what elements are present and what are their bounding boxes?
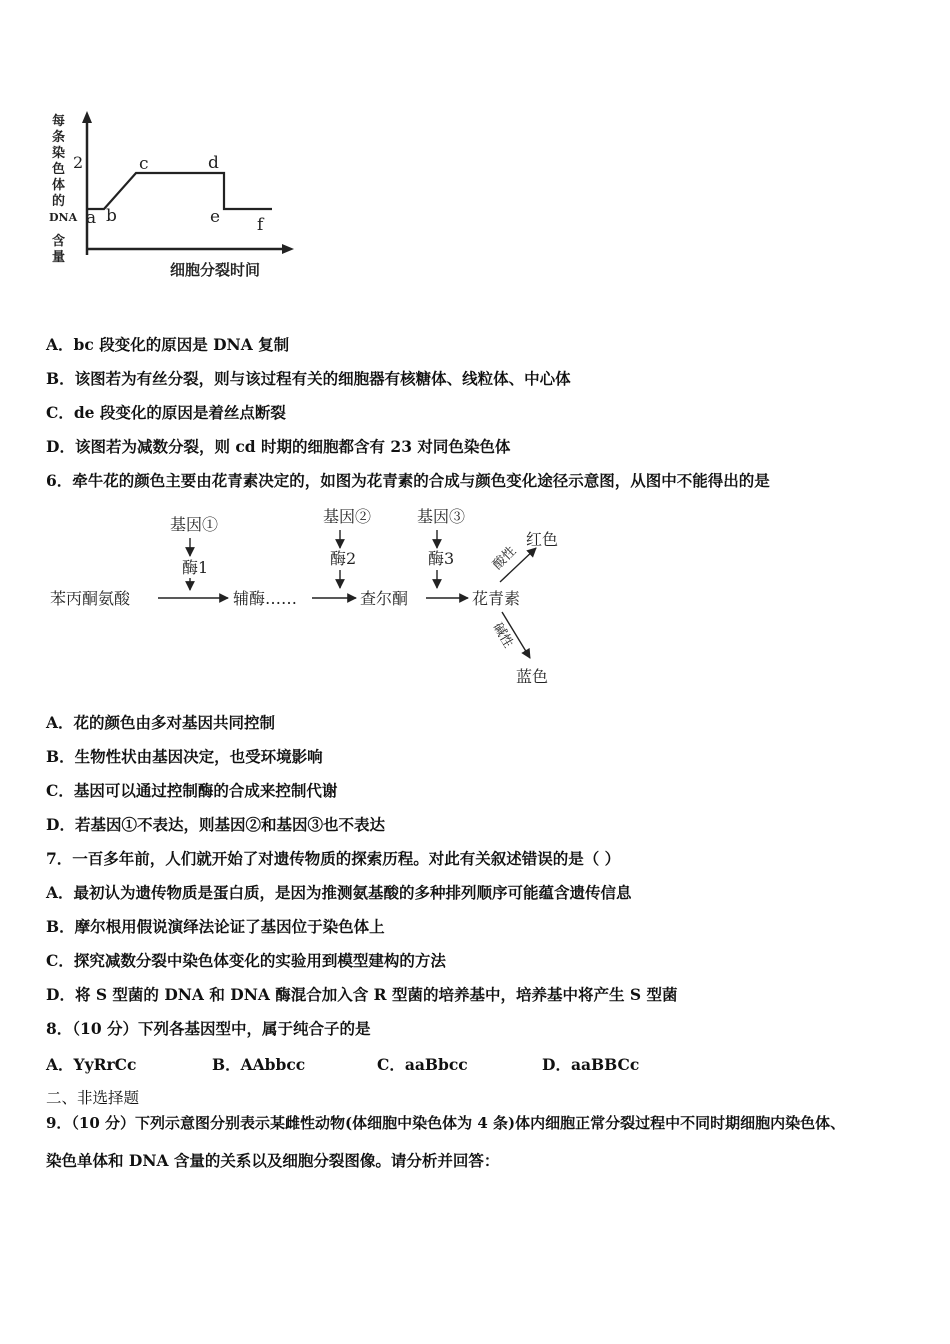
point-label-f: f [257,215,264,235]
substrate-label: 苯丙酮氨酸 [50,589,131,608]
q6-stem: 6．牵牛花的颜色主要由花青素决定的，如图为花青素的合成与颜色变化途径示意图，从图中不能得出的是 [46,471,770,490]
q8-option-c: C．aaBbcc [377,1055,468,1074]
dna-curve [87,173,272,209]
acid-label: 酸性 [490,543,520,573]
q6-option-c: C．基因可以通过控制酶的合成来控制代谢 [46,781,338,800]
q6-option-b: B．生物性状由基因决定，也受环境影响 [46,747,323,766]
gene3-label: 基因③ [417,507,466,526]
point-label-a: a [86,208,97,228]
q7-option-d: D．将 S 型菌的 DNA 和 DNA 酶混合加入含 R 型菌的培养基中，培养基中将产生 S 型菌 [46,985,678,1004]
gene1-label: 基因① [170,515,219,534]
q8-stem: 8．（10 分）下列各基因型中，属于纯合子的是 [46,1019,371,1038]
y-label-char: 色 [52,162,66,177]
product-label: 花青素 [472,589,521,608]
x-axis-arrow [282,244,294,254]
point-label-c: c [139,154,149,174]
enzyme3-label: 酶3 [428,549,455,568]
y-label-char: 染 [52,146,66,161]
q7-option-b: B．摩尔根用假说演绎法论证了基因位于染色体上 [46,917,385,936]
y-label-char: 量 [52,250,66,265]
q6-option-a: A．花的颜色由多对基因共同控制 [46,713,276,732]
red-label: 红色 [526,530,559,549]
section-heading: 二、非选择题 [46,1089,140,1107]
q7-option-a: A．最初认为遗传物质是蛋白质，是因为推测氨基酸的多种排列顺序可能蕴含遗传信息 [46,883,632,902]
x-axis-label: 细胞分裂时间 [170,261,261,279]
y-label-char: DNA [49,211,78,224]
base-label: 碱性 [489,620,516,651]
y-axis-arrow [82,111,92,123]
q5-option-c: C．de 段变化的原因是着丝点断裂 [46,403,286,422]
point-label-e: e [210,207,221,227]
anthocyanin-pathway-diagram [40,500,600,695]
q5-option-d: D．该图若为减数分裂，则 cd 时期的细胞都含有 23 对同色染色体 [46,437,511,456]
q7-option-c: C．探究减数分裂中染色体变化的实验用到模型建构的方法 [46,951,446,970]
q9-line1: 9．（10 分）下列示意图分别表示某雌性动物(体细胞中染色体为 4 条)体内细胞正常分裂过程中不同时期细胞内染色体、 [46,1114,846,1132]
y-label-char: 条 [52,130,66,145]
q9-line2: 染色单体和 DNA 含量的关系以及细胞分裂图像。请分析并回答： [46,1151,500,1170]
q6-option-d: D．若基因①不表达，则基因②和基因③也不表达 [46,815,385,834]
gene2-label: 基因② [323,507,372,526]
intermediate1-label: 辅酶…… [233,589,298,608]
q5-option-b: B．该图若为有丝分裂，则与该过程有关的细胞器有核糖体、线粒体、中心体 [46,369,571,388]
y-label-char: 体 [52,178,66,193]
q8-option-d: D．aaBBCc [542,1055,640,1074]
y-label-char: 每 [52,114,66,129]
y-tick-label: 2 [73,153,84,172]
enzyme1-label: 酶1 [182,558,209,577]
blue-label: 蓝色 [516,667,549,686]
q7-stem: 7．一百多年前，人们就开始了对遗传物质的探索历程。对此有关叙述错误的是（ ） [46,849,621,868]
point-label-b: b [106,206,117,226]
enzyme2-label: 酶2 [330,549,357,568]
q8-option-a: A．YyRrCc [46,1055,137,1074]
point-label-d: d [208,153,219,173]
y-label-char: 含 [52,234,66,249]
intermediate2-label: 查尔酮 [360,589,409,608]
q8-option-b: B．AAbbcc [212,1055,306,1074]
dna-content-graph [40,105,310,290]
q5-option-a: A．bc 段变化的原因是 DNA 复制 [46,335,290,354]
y-label-char: 的 [52,194,66,209]
